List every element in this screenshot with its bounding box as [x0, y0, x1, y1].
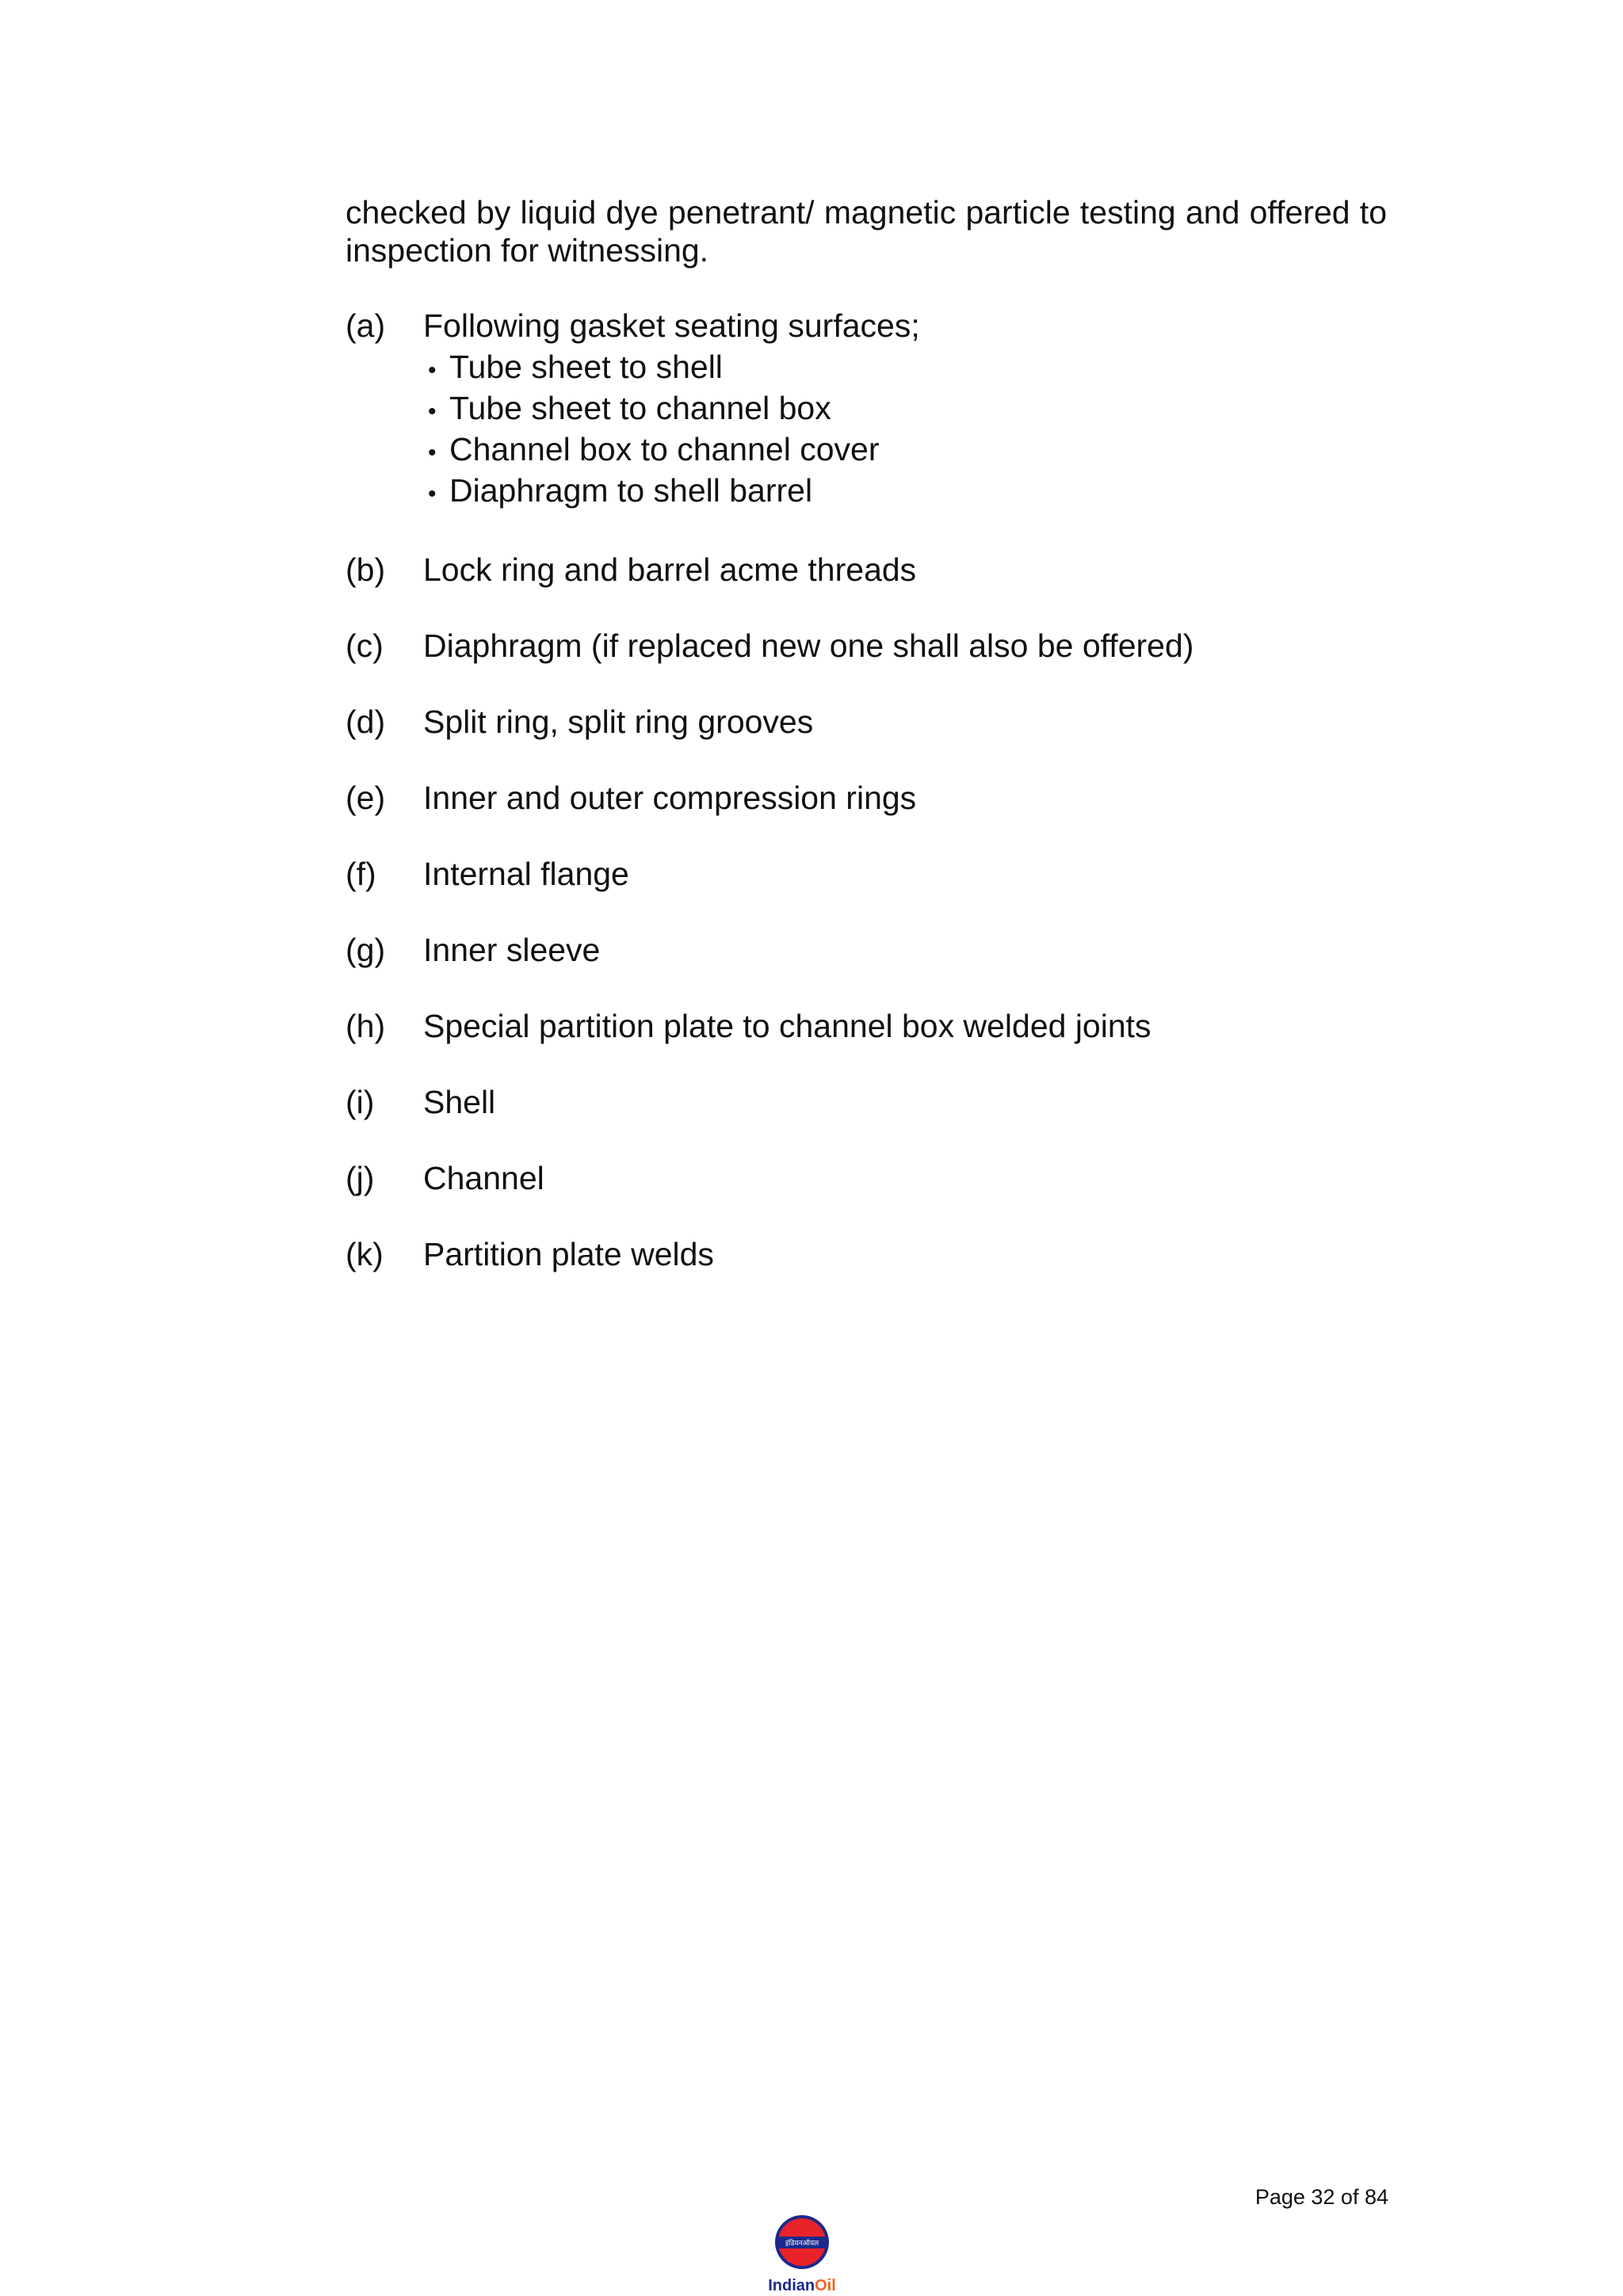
bullet-text: Diaphragm to shell barrel — [449, 472, 813, 509]
bullet-icon: • — [428, 440, 437, 466]
list-item — [346, 855, 1387, 893]
list-item — [346, 551, 1387, 589]
bullet-item — [423, 348, 1387, 389]
list-item — [346, 779, 1387, 817]
bullet-icon: • — [428, 399, 437, 425]
list-item — [346, 307, 1387, 513]
item-text: Channel — [423, 1160, 544, 1196]
item-label: (j) — [346, 1160, 375, 1196]
item-label: (c) — [346, 627, 384, 664]
item-text: Diaphragm (if replaced new one shall also be offered) — [423, 627, 1194, 664]
list-item — [346, 1007, 1387, 1045]
item-text: Inner sleeve — [423, 932, 601, 968]
logo-word-oil: Oil — [815, 2277, 836, 2294]
item-text: Internal flange — [423, 856, 629, 892]
bullet-item — [423, 471, 1387, 513]
list-item — [346, 1235, 1387, 1273]
logo-wordmark — [762, 2277, 842, 2294]
item-text: Split ring, split ring grooves — [423, 704, 814, 740]
item-label: (i) — [346, 1084, 375, 1120]
indianoil-emblem-icon — [762, 2210, 842, 2277]
item-label: (a) — [346, 307, 386, 344]
list-item — [346, 1083, 1387, 1121]
item-label: (b) — [346, 551, 386, 588]
list-item — [346, 931, 1387, 969]
list-item — [346, 627, 1387, 665]
inspection-items-list — [346, 307, 1387, 1273]
item-text: Shell — [423, 1084, 496, 1120]
bullet-text: Channel box to channel cover — [449, 431, 880, 467]
item-text: Following gasket seating surfaces; — [423, 307, 920, 344]
bullet-text: Tube sheet to shell — [449, 349, 723, 385]
item-label: (k) — [346, 1236, 384, 1272]
logo-emblem-text: इंडियनऑयल — [785, 2240, 819, 2248]
bullet-icon: • — [428, 481, 437, 507]
bullet-icon: • — [428, 357, 437, 383]
bullet-item — [423, 430, 1387, 471]
logo-word-indian: Indian — [768, 2277, 815, 2294]
document-body — [346, 193, 1387, 1311]
intro-paragraph: checked by liquid dye penetrant/ magnetic particle testing and offered to inspection for witnessing. — [346, 194, 1387, 269]
item-body — [423, 307, 1387, 513]
item-label: (g) — [346, 932, 386, 968]
item-label: (h) — [346, 1008, 386, 1044]
list-item — [346, 703, 1387, 741]
indianoil-logo — [762, 2210, 842, 2293]
item-label: (f) — [346, 856, 376, 892]
item-label: (d) — [346, 704, 386, 740]
item-text: Partition plate welds — [423, 1236, 714, 1272]
item-label: (e) — [346, 780, 386, 816]
page-number: Page 32 of 84 — [1254, 2185, 1388, 2209]
item-text: Lock ring and barrel acme threads — [423, 551, 917, 588]
item-text: Special partition plate to channel box welded joints — [423, 1008, 1151, 1044]
bullet-text: Tube sheet to channel box — [449, 390, 831, 426]
bullet-item — [423, 389, 1387, 430]
item-text: Inner and outer compression rings — [423, 780, 917, 816]
gasket-surface-bullets — [423, 348, 1387, 513]
list-item — [346, 1159, 1387, 1197]
